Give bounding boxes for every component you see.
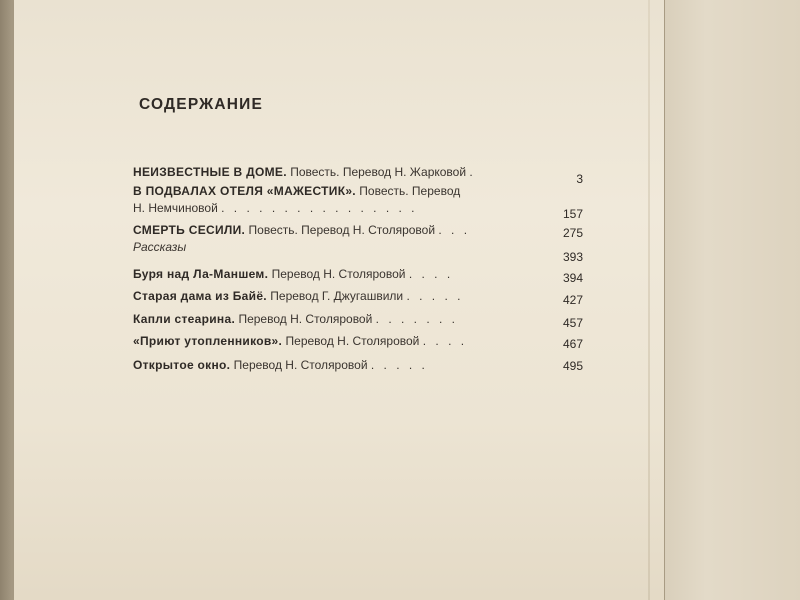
entry-leader-dots: . . . <box>438 223 471 237</box>
entry-leader-dots: . . . . . . . . . . . . . . . . <box>221 201 418 215</box>
toc-entry <box>133 311 583 328</box>
entry-details: Перевод Г. Джугашвили <box>270 289 404 303</box>
entry-details: Повесть. Перевод Н. Столяровой <box>248 223 436 237</box>
toc-entry <box>133 288 583 305</box>
toc-entry <box>133 266 583 283</box>
entry-leader-dots: . . . . . . . <box>375 312 458 326</box>
entry-page-number: 457 <box>562 316 583 330</box>
entry-page-number: 394 <box>562 271 583 285</box>
entry-title: Открытое окно. <box>133 358 231 372</box>
entry-page-number: 427 <box>562 293 583 307</box>
entry-page-number: 467 <box>562 337 583 351</box>
section-label: Рассказы <box>133 240 187 254</box>
entry-details: Повесть. Перевод <box>359 184 461 198</box>
entry-page-number: 495 <box>562 359 583 373</box>
entry-details: Перевод Н. Столяровой <box>233 358 368 372</box>
contents-heading: СОДЕРЖАНИЕ <box>139 96 264 113</box>
entry-details-continued: Н. Немчиновой <box>133 201 218 215</box>
toc-entry <box>133 164 583 186</box>
entry-title: Старая дама из Байё. <box>133 289 267 303</box>
entry-details: Перевод Н. Столяровой <box>238 312 373 326</box>
entry-leader-dots: . . . . <box>408 267 454 281</box>
entry-title: В ПОДВАЛАХ ОТЕЛЯ «МАЖЕСТИК». <box>133 184 356 198</box>
entry-title: Капли стеарина. <box>133 312 236 326</box>
entry-leader-dots: . . . . . <box>370 358 428 372</box>
entry-details: Перевод Н. Столяровой <box>285 334 420 348</box>
entry-details: Повесть. Перевод Н. Жарковой <box>290 165 467 179</box>
entry-title: НЕИЗВЕСТНЫЕ В ДОМЕ. <box>133 165 287 179</box>
entry-page-number: 157 <box>562 207 583 221</box>
entry-leader-dots: . <box>469 165 476 179</box>
entry-title: СМЕРТЬ СЕСИЛИ. <box>133 223 246 237</box>
entry-page-number: 275 <box>562 226 583 240</box>
section-page-number: 393 <box>563 250 584 264</box>
entry-details: Перевод Н. Столяровой <box>271 267 406 281</box>
entry-leader-dots: . . . . . <box>406 289 464 303</box>
entry-title: «Приют утопленников». <box>133 334 283 348</box>
toc-entry <box>133 333 583 350</box>
entry-leader-dots: . . . . <box>422 334 468 348</box>
toc-entry <box>133 222 583 239</box>
entry-title: Буря над Ла-Маншем. <box>133 267 269 281</box>
toc-entry <box>133 183 583 221</box>
toc-entry <box>133 357 583 374</box>
entry-page-number: 3 <box>576 172 583 186</box>
